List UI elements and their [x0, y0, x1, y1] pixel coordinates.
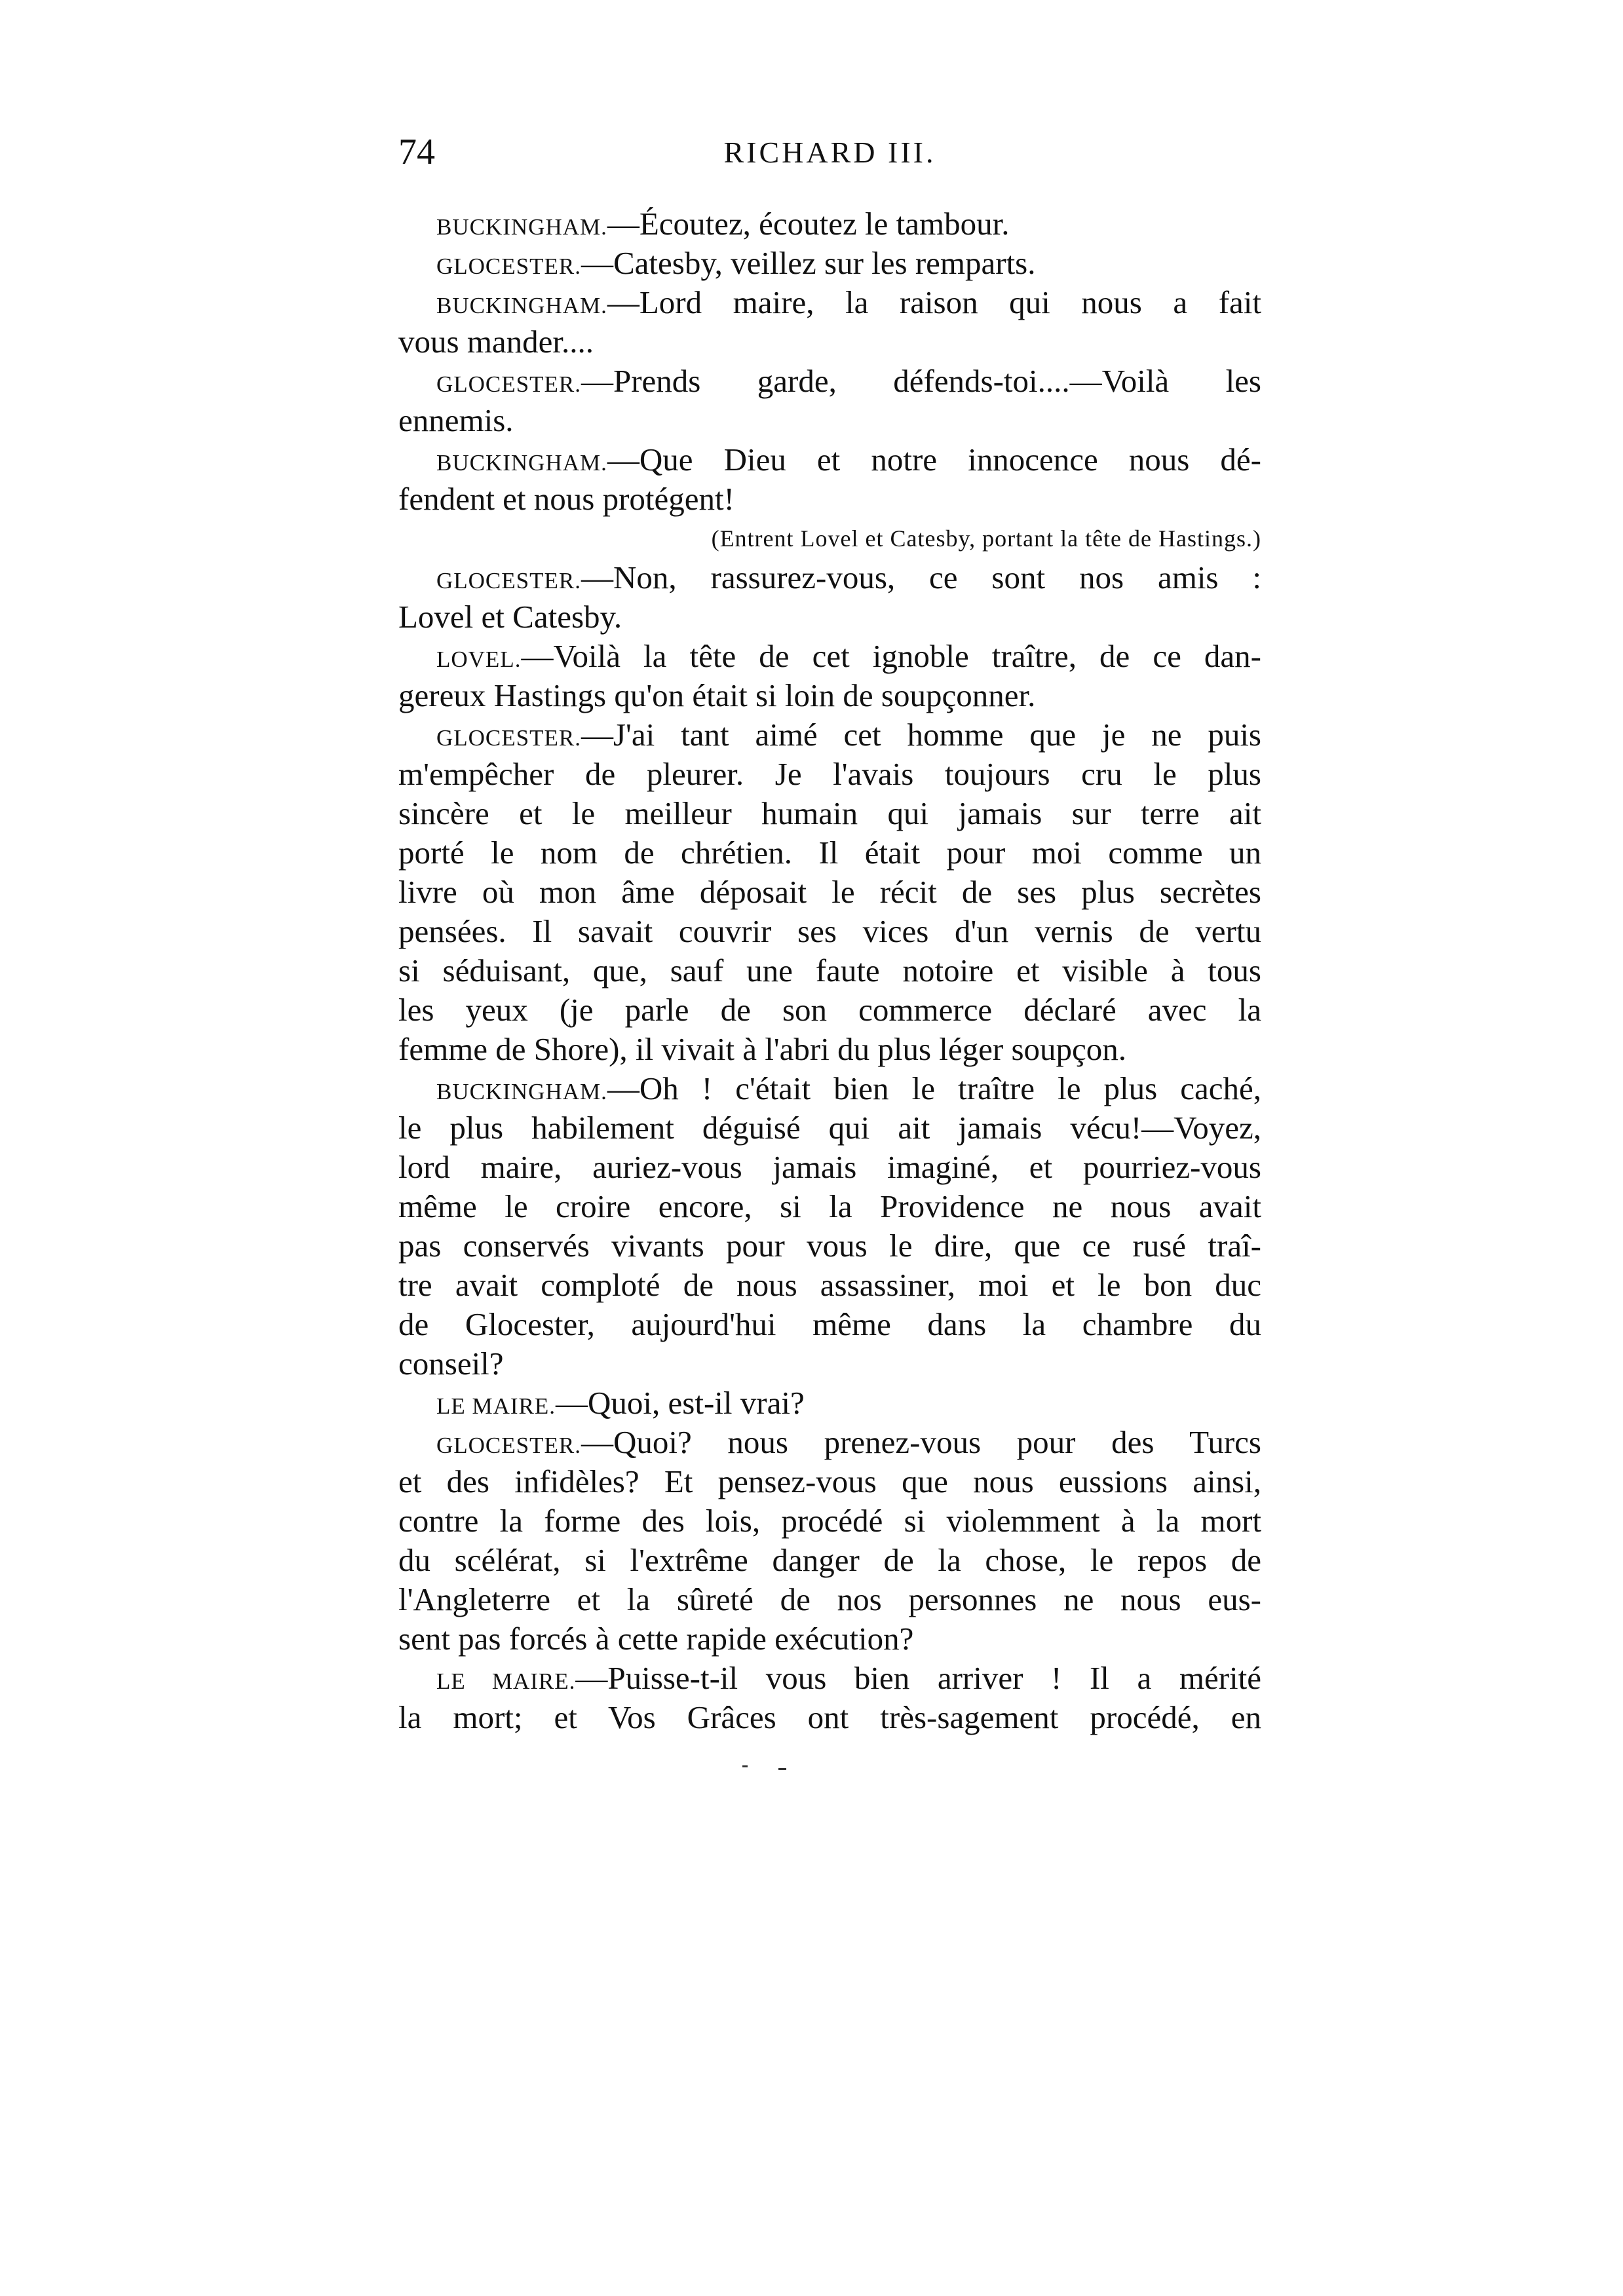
line-text: du scélérat, si l'extrême danger de la chose, le repos de [398, 1542, 1261, 1578]
speech-line-first [398, 204, 1261, 244]
running-title: RICHARD III. [723, 136, 936, 169]
line-text: —Écoutez, écoutez le tambour. [607, 206, 1010, 242]
line-text: —Quoi, est-il vrai? [556, 1385, 805, 1421]
line-text: —Que Dieu et notre innocence nous dé- [607, 442, 1261, 478]
line-content [398, 990, 1261, 1030]
line-content [398, 1462, 1261, 1501]
speaker-name: BUCKINGHAM. [436, 1079, 607, 1104]
speech-line [398, 833, 1261, 873]
speech-line [398, 1698, 1261, 1737]
line-content [398, 1187, 1261, 1226]
line-text: de Glocester, aujourd'hui même dans la chambre du [398, 1306, 1261, 1342]
line-content [436, 362, 1261, 404]
line-text: —Puisse-t-il vous bien arriver ! Il a mérité [575, 1660, 1261, 1696]
speech-line-first [398, 440, 1261, 480]
speech-line-first [398, 637, 1261, 676]
line-text: pensées. Il savait couvrir ses vices d'un vernis de vertu [398, 913, 1261, 949]
line-text: ennemis. [398, 402, 514, 438]
speech-line [398, 990, 1261, 1030]
line-text: m'empêcher de pleurer. Je l'avais toujours cru le plus [398, 756, 1261, 792]
line-text: livre où mon âme déposait le récit de ses plus secrètes [398, 874, 1261, 910]
speech-line-first [398, 362, 1261, 401]
line-content [398, 912, 1261, 951]
speech-line [398, 755, 1261, 794]
speech-line [398, 1226, 1261, 1266]
line-text: fendent et nous protégent! [398, 481, 735, 517]
line-content [398, 1698, 1261, 1737]
line-content [398, 1619, 1261, 1659]
speech-line [398, 1541, 1261, 1580]
speaker-name: LE MAIRE. [436, 1393, 556, 1419]
speaker-name: LE MAIRE. [436, 1668, 576, 1694]
line-text: —Voilà la tête de cet ignoble traître, de ce dan- [521, 638, 1261, 674]
line-content [398, 1541, 1261, 1580]
line-text: le plus habilement déguisé qui ait jamais vécu!—Voyez, [398, 1110, 1261, 1146]
line-content [436, 440, 1261, 483]
line-text: la mort; et Vos Grâces ont très-sagement procédé, en [398, 1699, 1261, 1735]
line-text: sincère et le meilleur humain qui jamais sur terre ait [398, 795, 1261, 831]
line-content [436, 558, 1261, 601]
line-text: —Catesby, veillez sur les remparts. [581, 245, 1036, 281]
line-text: —Non, rassurez-vous, ce sont nos amis : [581, 559, 1261, 595]
line-content [436, 1659, 1261, 1701]
speech-line [398, 1501, 1261, 1541]
speech-line [398, 1148, 1261, 1187]
speech-line [398, 1187, 1261, 1226]
speech-line [398, 322, 1261, 362]
line-text: et des infidèles? Et pensez-vous que nous eussions ainsi, [398, 1463, 1261, 1499]
speech-line [398, 951, 1261, 990]
page-body [398, 204, 1261, 1737]
line-text: lord maire, auriez-vous jamais imaginé, et pourriez-vous [398, 1149, 1261, 1185]
line-text: gereux Hastings qu'on était si loin de soupçonner. [398, 677, 1036, 713]
line-content [436, 283, 1261, 326]
line-text: sent pas forcés à cette rapide exécution? [398, 1621, 914, 1657]
line-content [398, 597, 1261, 637]
speech-line [398, 1305, 1261, 1344]
line-content [398, 951, 1261, 990]
page-number: 74 [398, 132, 435, 172]
line-text: les yeux (je parle de son commerce déclaré avec la [398, 992, 1261, 1028]
line-text: —J'ai tant aimé cet homme que je ne puis [581, 717, 1261, 753]
speech-line-first [398, 1659, 1261, 1698]
line-content [398, 401, 1261, 440]
line-content [398, 755, 1261, 794]
speaker-name: GLOCESTER. [436, 254, 581, 279]
scan-speck [778, 1768, 786, 1770]
speech-line-first [398, 244, 1261, 283]
speaker-name: BUCKINGHAM. [436, 450, 607, 476]
speaker-name: BUCKINGHAM. [436, 214, 607, 240]
line-text: —Quoi? nous prenez-vous pour des Turcs [581, 1424, 1261, 1460]
line-text: Lovel et Catesby. [398, 599, 622, 635]
line-content [436, 244, 1261, 286]
line-content [436, 204, 1261, 247]
speaker-name: GLOCESTER. [436, 725, 581, 751]
line-text: si séduisant, que, sauf une faute notoire et visible à tous [398, 952, 1261, 988]
speech-line-first [398, 1383, 1261, 1423]
line-text: vous mander.... [398, 324, 594, 360]
line-text: même le croire encore, si la Providence ne nous avait [398, 1188, 1261, 1224]
speech-line-first [398, 558, 1261, 597]
speech-line [398, 873, 1261, 912]
line-content [398, 322, 1261, 362]
line-text: tre avait comploté de nous assassiner, moi et le bon duc [398, 1267, 1261, 1303]
speech-line [398, 401, 1261, 440]
speaker-name: LOVEL. [436, 647, 522, 672]
line-text: femme de Shore), il vivait à l'abri du plus léger soupçon. [398, 1031, 1127, 1067]
speech-line-first [398, 283, 1261, 322]
line-text: contre la forme des lois, procédé si violemment à la mort [398, 1503, 1261, 1539]
line-content [398, 873, 1261, 912]
speaker-name: GLOCESTER. [436, 568, 581, 593]
line-content [398, 1148, 1261, 1187]
speech-line-first [398, 1069, 1261, 1108]
speech-line [398, 1619, 1261, 1659]
line-content [398, 1305, 1261, 1344]
line-content [436, 1423, 1261, 1465]
line-content [436, 1383, 1261, 1426]
line-text: pas conservés vivants pour vous le dire, que ce rusé traî- [398, 1228, 1261, 1264]
line-content [398, 1226, 1261, 1266]
speech-line [398, 912, 1261, 951]
line-text: l'Angleterre et la sûreté de nos personnes ne nous eus- [398, 1581, 1261, 1617]
line-content [398, 480, 1261, 519]
line-text: —Lord maire, la raison qui nous a fait [607, 284, 1261, 320]
line-text: conseil? [398, 1346, 504, 1382]
speech-line [398, 480, 1261, 519]
scan-speck [742, 1765, 748, 1767]
speech-line [398, 1462, 1261, 1501]
speech-line-first [398, 1423, 1261, 1462]
line-content [436, 1069, 1261, 1112]
line-text: porté le nom de chrétien. Il était pour moi comme un [398, 835, 1261, 871]
line-content [398, 1108, 1261, 1148]
speaker-name: BUCKINGHAM. [436, 293, 607, 318]
line-content [398, 1501, 1261, 1541]
line-text: —Oh ! c'était bien le traître le plus caché, [607, 1070, 1261, 1106]
speech-line [398, 597, 1261, 637]
line-content [398, 1580, 1261, 1619]
line-text: —Prends garde, défends-toi....—Voilà les [581, 363, 1261, 399]
line-content [398, 1344, 1261, 1383]
speech-line [398, 794, 1261, 833]
speech-line [398, 1580, 1261, 1619]
speaker-name: GLOCESTER. [436, 371, 581, 397]
speech-line [398, 1108, 1261, 1148]
speech-line [398, 676, 1261, 715]
speech-line [398, 1266, 1261, 1305]
speech-line [398, 1030, 1261, 1069]
stage-direction: (Entrent Lovel et Catesby, portant la tête de Hastings.) [711, 525, 1261, 552]
line-content [436, 715, 1261, 758]
line-content [398, 1266, 1261, 1305]
speech-line-first [398, 715, 1261, 755]
line-content [398, 794, 1261, 833]
line-content [398, 676, 1261, 715]
running-header [398, 131, 1261, 177]
line-content [398, 833, 1261, 873]
speech-line [398, 1344, 1261, 1383]
line-content [398, 1030, 1261, 1069]
line-content [436, 637, 1261, 679]
speaker-name: GLOCESTER. [436, 1433, 581, 1458]
